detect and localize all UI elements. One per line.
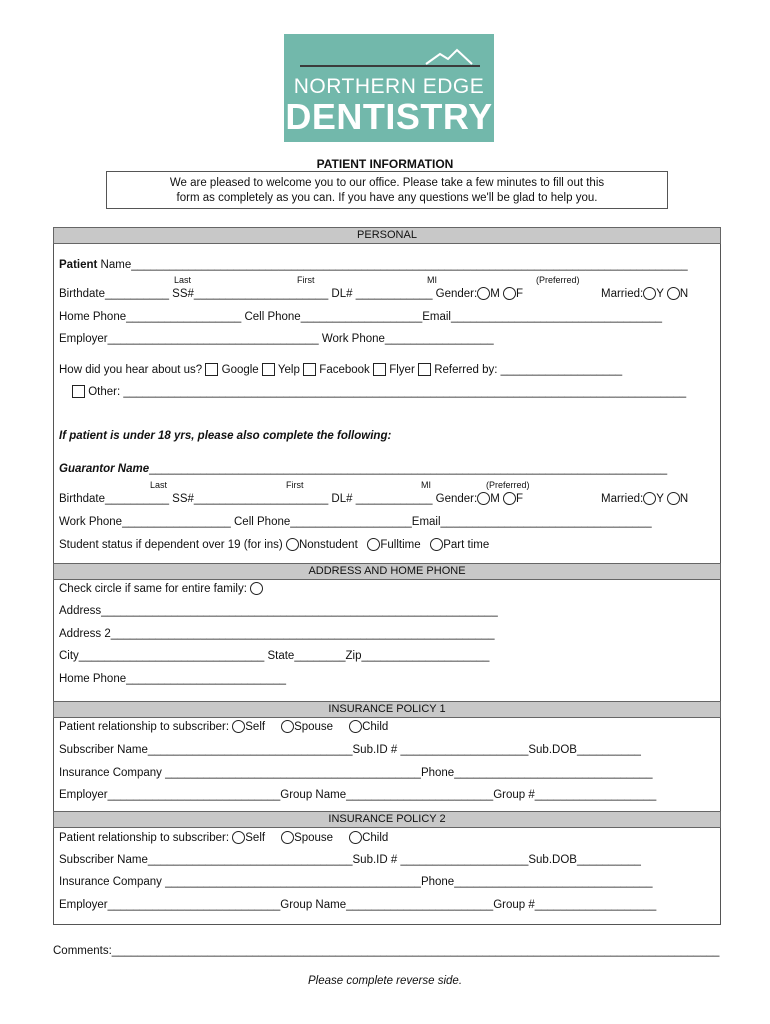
ins2-employer-row[interactable]: Employer___________________________Group Name_______________________Group #___________________	[59, 899, 657, 911]
married-y-label: Y	[656, 288, 664, 300]
under18-note: If patient is under 18 yrs, please also complete the following:	[59, 430, 392, 442]
welcome-box	[106, 171, 668, 209]
parttime-radio[interactable]	[430, 538, 443, 551]
patient-label: Patient	[59, 259, 98, 271]
footer-note: Please complete reverse side.	[307, 975, 463, 987]
flyer-checkbox[interactable]	[373, 363, 386, 376]
guarantor-married-y-radio[interactable]	[643, 492, 656, 505]
ins2-child-radio[interactable]	[349, 831, 362, 844]
patient-name-field[interactable]	[59, 259, 688, 271]
nonstudent-radio[interactable]	[286, 538, 299, 551]
ins1-self-label: Self	[245, 721, 266, 733]
other-checkbox[interactable]	[72, 385, 85, 398]
married-label: Married:	[601, 288, 644, 300]
patient-name-line: Name_______________________________________________________________________________________	[97, 259, 688, 271]
same-family-label: Check circle if same for entire family:	[59, 583, 247, 595]
ins1-employer-row[interactable]: Employer___________________________Group Name_______________________Group #___________________	[59, 789, 657, 801]
ins2-spouse-radio[interactable]	[281, 831, 294, 844]
hear-about-row[interactable]	[59, 363, 622, 376]
page-title: PATIENT INFORMATION	[316, 157, 454, 171]
google-checkbox[interactable]	[205, 363, 218, 376]
ins1-spouse-label: Spouse	[294, 721, 334, 733]
section-personal-header: PERSONAL	[53, 227, 721, 244]
fulltime-radio[interactable]	[367, 538, 380, 551]
ins2-self-label: Self	[245, 832, 266, 844]
flyer-label: Flyer	[389, 364, 415, 376]
married-n-radio[interactable]	[667, 287, 680, 300]
home-phone-row[interactable]: Home Phone__________________ Cell Phone___________________Email_________________________________	[59, 311, 663, 323]
guarantor-married-n-radio[interactable]	[667, 492, 680, 505]
ins1-self-radio[interactable]	[232, 720, 245, 733]
birthdate-ss-dl-line: Birthdate__________ SS#_____________________ DL# ____________ Gender:	[59, 288, 478, 300]
ins1-spouse-radio[interactable]	[281, 720, 294, 733]
practice-logo	[284, 34, 494, 142]
parttime-label: Part time	[443, 539, 490, 551]
employer-row[interactable]: Employer_________________________________ Work Phone_________________	[59, 333, 494, 345]
same-family-radio[interactable]	[250, 582, 263, 595]
address-home-phone-row[interactable]: Home Phone_________________________	[59, 673, 287, 685]
ins2-subscriber-row[interactable]: Subscriber Name________________________________Sub.ID # ____________________Sub.DOB__________	[59, 854, 641, 866]
welcome-line2: form as completely as you can. If you have any questions we'll be glad to help you.	[176, 192, 598, 204]
referred-label: Referred by: ___________________	[434, 364, 623, 376]
logo-line1: NORTHERN EDGE	[293, 75, 485, 98]
sublabel-last: Last	[174, 275, 192, 285]
guarantor-sublabel-first: First	[286, 480, 304, 490]
guarantor-sublabel-last: Last	[150, 480, 168, 490]
gender-m-label: M	[490, 288, 500, 300]
yelp-checkbox[interactable]	[262, 363, 275, 376]
married-y-radio[interactable]	[643, 287, 656, 300]
nonstudent-label: Nonstudent	[298, 539, 358, 551]
guarantor-name-field[interactable]	[59, 463, 667, 475]
other-label: Other: ________________________________________________________________________________________	[88, 386, 687, 398]
other-row[interactable]	[72, 385, 686, 398]
ins2-relationship-row[interactable]	[59, 831, 388, 844]
guarantor-married-n-label: N	[679, 493, 689, 505]
guarantor-gender-m-radio[interactable]	[477, 492, 490, 505]
guarantor-sublabel-mi: MI	[421, 480, 431, 490]
fulltime-label: Fulltime	[380, 539, 421, 551]
google-label: Google	[221, 364, 259, 376]
facebook-label: Facebook	[319, 364, 370, 376]
ins1-relationship-label: Patient relationship to subscriber:	[59, 721, 230, 733]
gender-f-radio[interactable]	[503, 287, 516, 300]
guarantor-married-label: Married:	[601, 493, 644, 505]
guarantor-birthdate-line: Birthdate__________ SS#_____________________ DL# ____________ Gender:	[59, 493, 478, 505]
ins1-relationship-row[interactable]	[59, 720, 388, 733]
guarantor-label: Guarantor Name	[59, 463, 150, 475]
birthdate-row[interactable]	[59, 287, 523, 300]
ins2-child-label: Child	[362, 832, 389, 844]
ins1-child-label: Child	[362, 721, 389, 733]
sublabel-first: First	[297, 275, 315, 285]
sublabel-preferred: (Preferred)	[536, 275, 580, 285]
guarantor-sublabel-preferred: (Preferred)	[486, 480, 530, 490]
guarantor-birthdate-row[interactable]	[59, 492, 523, 505]
ins2-company-row[interactable]: Insurance Company ________________________________________Phone_______________________________	[59, 876, 653, 888]
guarantor-gender-m-label: M	[490, 493, 500, 505]
ins1-subscriber-row[interactable]: Subscriber Name________________________________Sub.ID # ____________________Sub.DOB__________	[59, 744, 641, 756]
guarantor-married-row[interactable]	[601, 492, 688, 505]
comments-field[interactable]: Comments:_______________________________________________________________________________________________	[53, 945, 720, 957]
mountain-icon	[300, 46, 480, 76]
logo-line2: DENTISTRY	[285, 96, 493, 137]
ins2-spouse-label: Spouse	[294, 832, 334, 844]
section-insurance2-header: INSURANCE POLICY 2	[53, 811, 721, 828]
sublabel-mi: MI	[427, 275, 437, 285]
guarantor-gender-f-label: F	[516, 493, 524, 505]
married-row[interactable]	[601, 287, 688, 300]
gender-f-label: F	[516, 288, 524, 300]
address2-row[interactable]: Address 2____________________________________________________________	[59, 628, 495, 640]
section-insurance1-header: INSURANCE POLICY 1	[53, 701, 721, 718]
address-row[interactable]: Address______________________________________________________________	[59, 605, 498, 617]
yelp-label: Yelp	[277, 364, 300, 376]
city-state-zip-row[interactable]: City_____________________________ State________Zip____________________	[59, 650, 490, 662]
ins2-self-radio[interactable]	[232, 831, 245, 844]
section-address-header: ADDRESS AND HOME PHONE	[53, 563, 721, 580]
facebook-checkbox[interactable]	[303, 363, 316, 376]
married-n-label: N	[679, 288, 689, 300]
ins1-company-row[interactable]: Insurance Company ________________________________________Phone_______________________________	[59, 767, 653, 779]
hear-about-label: How did you hear about us?	[59, 364, 203, 376]
same-family-row[interactable]	[59, 582, 263, 595]
student-status-label: Student status if dependent over 19 (for ins)	[59, 539, 283, 551]
gender-m-radio[interactable]	[477, 287, 490, 300]
guarantor-line: _________________________________________________________________________________	[149, 463, 668, 475]
welcome-line1: We are pleased to welcome you to our office. Please take a few minutes to fill out this	[169, 177, 605, 189]
guarantor-gender-f-radio[interactable]	[503, 492, 516, 505]
student-status-row[interactable]	[59, 538, 489, 551]
ins1-child-radio[interactable]	[349, 720, 362, 733]
guarantor-married-y-label: Y	[656, 493, 664, 505]
guarantor-work-phone-row[interactable]: Work Phone_________________ Cell Phone___________________Email_________________________________	[59, 516, 652, 528]
referred-checkbox[interactable]	[418, 363, 431, 376]
ins2-relationship-label: Patient relationship to subscriber:	[59, 832, 230, 844]
